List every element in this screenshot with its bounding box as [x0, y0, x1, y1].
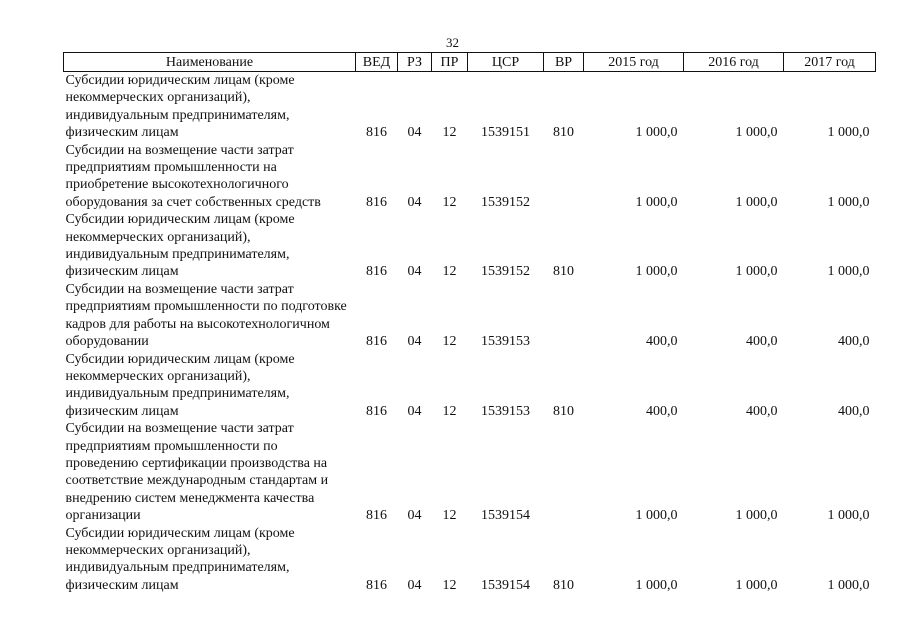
row-2015: 400,0	[646, 334, 678, 350]
table-row	[64, 525, 876, 595]
row-2017: 400,0	[838, 334, 870, 350]
header-rz: РЗ	[398, 53, 432, 72]
row-csr: 1539151	[481, 125, 530, 141]
row-ved: 816	[366, 264, 387, 280]
row-rz: 04	[407, 403, 422, 419]
row-ved: 816	[366, 508, 387, 524]
header-2017: 2017 год	[784, 53, 876, 72]
row-2017: 1 000,0	[827, 577, 870, 593]
row-pr: 12	[442, 403, 457, 419]
row-vr: 810	[553, 264, 574, 280]
row-ved: 816	[366, 125, 387, 141]
row-2015: 1 000,0	[635, 508, 678, 524]
header-name: Наименование	[64, 53, 356, 72]
row-2016: 400,0	[746, 334, 778, 350]
row-name: Субсидии на возмещение части затрат предприятиям промышленности на приобретение высокотехнологичного оборудования за счет собственных средств	[65, 142, 321, 210]
row-pr: 12	[442, 334, 457, 350]
row-2016: 1 000,0	[735, 194, 778, 210]
row-2015: 400,0	[646, 403, 678, 419]
row-pr: 12	[442, 577, 457, 593]
row-2017: 1 000,0	[827, 508, 870, 524]
row-2016: 400,0	[746, 403, 778, 419]
row-ved: 816	[366, 577, 387, 593]
header-vr: ВР	[544, 53, 584, 72]
row-2016: 1 000,0	[735, 577, 778, 593]
table-row	[64, 420, 876, 524]
row-2017: 1 000,0	[827, 264, 870, 280]
row-pr: 12	[442, 264, 457, 280]
row-2015: 1 000,0	[635, 125, 678, 141]
header-row	[64, 53, 876, 72]
row-name: Субсидии на возмещение части затрат предприятиям промышленности по подготовке кадров для работы на высокотехнологичном оборудовании	[65, 281, 347, 350]
row-rz: 04	[407, 264, 422, 280]
row-vr	[544, 142, 584, 212]
row-vr	[544, 420, 584, 524]
header-ved: ВЕД	[356, 53, 398, 72]
table-body	[64, 72, 876, 595]
row-2016: 1 000,0	[735, 125, 778, 141]
row-name: Субсидии на возмещение части затрат предприятиям промышленности по проведению сертификации производства на соответствие международным стандартам и внедрению систем менеджмента качества организации	[65, 421, 329, 524]
row-2016: 1 000,0	[735, 264, 778, 280]
table-row	[64, 211, 876, 281]
row-ved: 816	[366, 334, 387, 350]
row-name: Субсидии юридическим лицам (кроме некоммерческих организаций), индивидуальным предпринимателям, физическим лицам	[65, 73, 295, 141]
table-row	[64, 72, 876, 142]
row-rz: 04	[407, 334, 422, 350]
header-2016: 2016 год	[684, 53, 784, 72]
row-2015: 1 000,0	[635, 264, 678, 280]
row-vr: 810	[553, 403, 574, 419]
row-2015: 1 000,0	[635, 194, 678, 210]
row-csr: 1539152	[481, 194, 530, 210]
table-row	[64, 142, 876, 212]
row-name: Субсидии юридическим лицам (кроме некоммерческих организаций), индивидуальным предпринимателям, физическим лицам	[65, 525, 295, 593]
row-name: Субсидии юридическим лицам (кроме некоммерческих организаций), индивидуальным предпринимателям, физическим лицам	[65, 351, 295, 419]
page-number: 32	[446, 35, 459, 50]
row-rz: 04	[407, 577, 422, 593]
row-pr: 12	[442, 125, 457, 141]
row-pr: 12	[442, 508, 457, 524]
row-csr: 1539154	[481, 577, 530, 593]
header-2015: 2015 год	[584, 53, 684, 72]
row-2017: 1 000,0	[827, 194, 870, 210]
row-vr: 810	[553, 125, 574, 141]
row-csr: 1539152	[481, 264, 530, 280]
table-row	[64, 281, 876, 351]
budget-table	[63, 52, 876, 594]
row-csr: 1539154	[481, 508, 530, 524]
row-rz: 04	[407, 508, 422, 524]
row-rz: 04	[407, 125, 422, 141]
row-ved: 816	[366, 403, 387, 419]
row-2016: 1 000,0	[735, 508, 778, 524]
row-2017: 400,0	[838, 403, 870, 419]
row-csr: 1539153	[481, 334, 530, 350]
row-csr: 1539153	[481, 403, 530, 419]
row-vr	[544, 281, 584, 351]
row-name: Субсидии юридическим лицам (кроме некоммерческих организаций), индивидуальным предпринимателям, физическим лицам	[65, 212, 295, 280]
row-2015: 1 000,0	[635, 577, 678, 593]
row-rz: 04	[407, 194, 422, 210]
row-pr: 12	[442, 194, 457, 210]
row-vr: 810	[553, 577, 574, 593]
table-header	[64, 53, 876, 72]
header-csr: ЦСР	[468, 53, 544, 72]
row-2017: 1 000,0	[827, 125, 870, 141]
row-ved: 816	[366, 194, 387, 210]
table-row	[64, 351, 876, 421]
header-pr: ПР	[432, 53, 468, 72]
